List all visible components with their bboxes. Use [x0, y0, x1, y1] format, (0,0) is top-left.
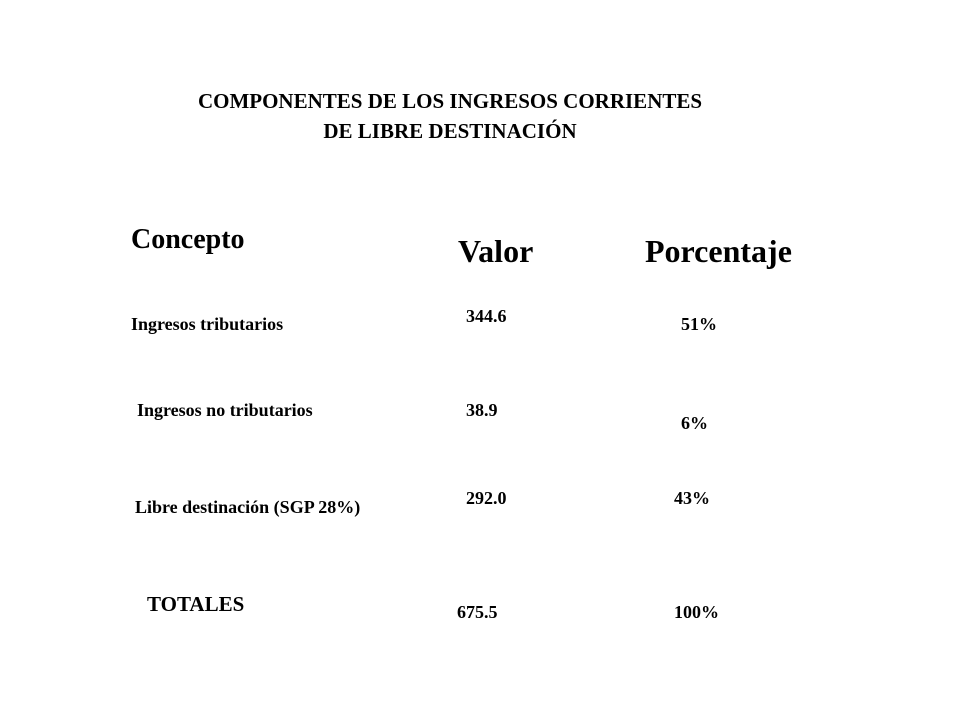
row-concepto: Libre destinación (SGP 28%) [135, 497, 361, 517]
header-concepto: Concepto [131, 224, 245, 255]
row-porcentaje: 6% [681, 413, 708, 433]
header-valor: Valor [458, 233, 534, 269]
slide-title-line-2: DE LIBRE DESTINACIÓN [323, 119, 577, 143]
row-valor: 292.0 [466, 488, 507, 508]
row-porcentaje: 43% [674, 488, 710, 508]
slide-title-line-1: COMPONENTES DE LOS INGRESOS CORRIENTES [197, 89, 703, 113]
totals-valor: 675.5 [457, 602, 498, 622]
totals-porcentaje: 100% [674, 602, 719, 622]
row-concepto: Ingresos tributarios [131, 314, 284, 334]
header-porcentaje: Porcentaje [645, 233, 792, 269]
row-porcentaje: 51% [681, 314, 717, 334]
row-concepto: Ingresos no tributarios [137, 400, 313, 420]
row-valor: 38.9 [466, 400, 498, 420]
totals-label: TOTALES [147, 592, 245, 616]
row-valor: 344.6 [466, 306, 507, 326]
